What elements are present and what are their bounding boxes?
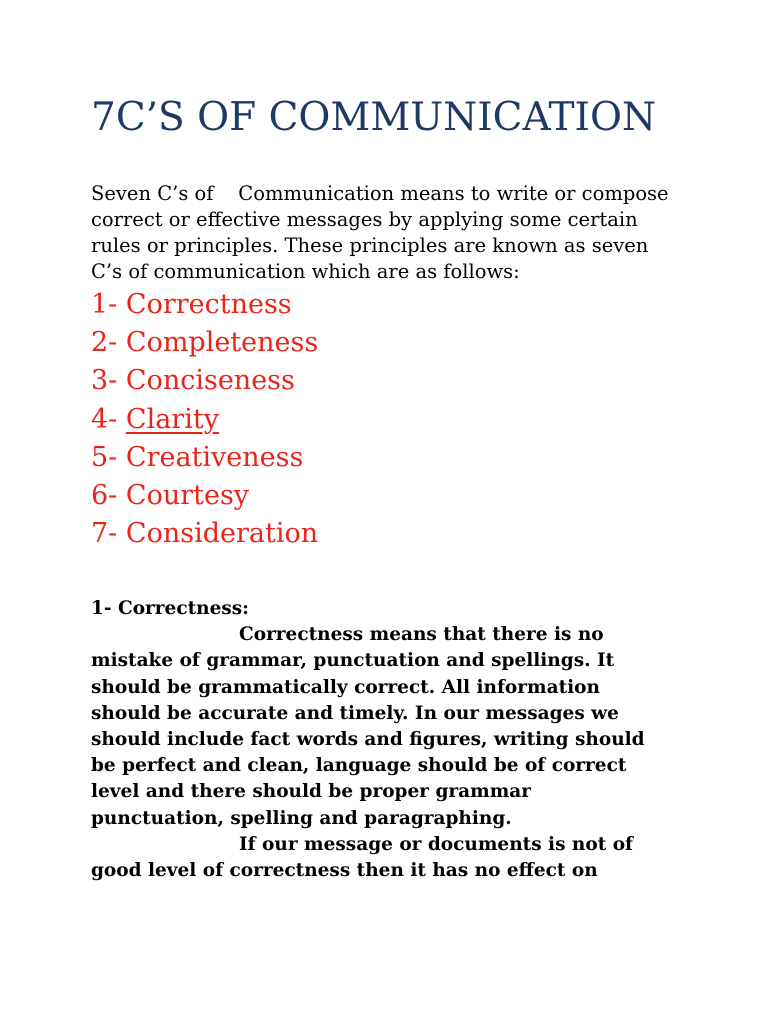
list-item-number: 3- bbox=[91, 365, 118, 397]
list-item-label: Clarity bbox=[125, 403, 219, 435]
body-line: If our message or documents is not of bbox=[239, 833, 634, 855]
body-line: should be grammatically correct. All information bbox=[91, 676, 600, 698]
body-line: mistake of grammar, punctuation and spellings. It bbox=[91, 650, 615, 672]
body-line: should include fact words and figures, writing should bbox=[91, 729, 645, 751]
intro-paragraph bbox=[91, 181, 691, 285]
intro-line: Seven C’s of Communication means to write or compose bbox=[91, 182, 669, 205]
seven-cs-list bbox=[91, 286, 318, 553]
section-heading: 1- Correctness: bbox=[91, 598, 250, 619]
list-item-number: 6- bbox=[91, 480, 118, 512]
body-line: good level of correctness then it has no effect on bbox=[91, 860, 598, 882]
list-item-number: 7- bbox=[91, 518, 118, 550]
body-line: level and there should be proper grammar bbox=[91, 781, 531, 803]
list-item-label: Completeness bbox=[125, 327, 319, 359]
intro-line: correct or effective messages by applying some certain bbox=[91, 208, 638, 231]
list-item bbox=[91, 324, 318, 362]
body-line: be perfect and clean, language should be of correct bbox=[91, 755, 627, 777]
list-item-number: 4- bbox=[91, 403, 118, 435]
page-title: 7C’S OF COMMUNICATION bbox=[91, 95, 657, 140]
list-item-number: 1- bbox=[91, 289, 118, 320]
intro-line: C’s of communication which are as follows: bbox=[91, 260, 520, 283]
body-line: punctuation, spelling and paragraphing. bbox=[91, 807, 512, 829]
body-line: should be accurate and timely. In our messages we bbox=[91, 702, 619, 724]
list-item bbox=[91, 515, 318, 553]
list-item-label: Conciseness bbox=[125, 365, 295, 397]
list-item-label: Correctness bbox=[125, 289, 292, 320]
list-item bbox=[91, 401, 318, 439]
list-item-number: 2- bbox=[91, 327, 118, 359]
list-item-label: Creativeness bbox=[125, 441, 304, 473]
list-item bbox=[91, 439, 318, 477]
list-item-label: Courtesy bbox=[125, 480, 250, 512]
list-item bbox=[91, 477, 318, 515]
correctness-section bbox=[91, 596, 691, 884]
intro-line: rules or principles. These principles are known as seven bbox=[91, 234, 649, 257]
list-item-label: Consideration bbox=[125, 518, 319, 550]
body-line: Correctness means that there is no bbox=[239, 624, 604, 646]
list-item bbox=[91, 286, 318, 324]
list-item bbox=[91, 362, 318, 400]
list-item-number: 5- bbox=[91, 441, 118, 473]
